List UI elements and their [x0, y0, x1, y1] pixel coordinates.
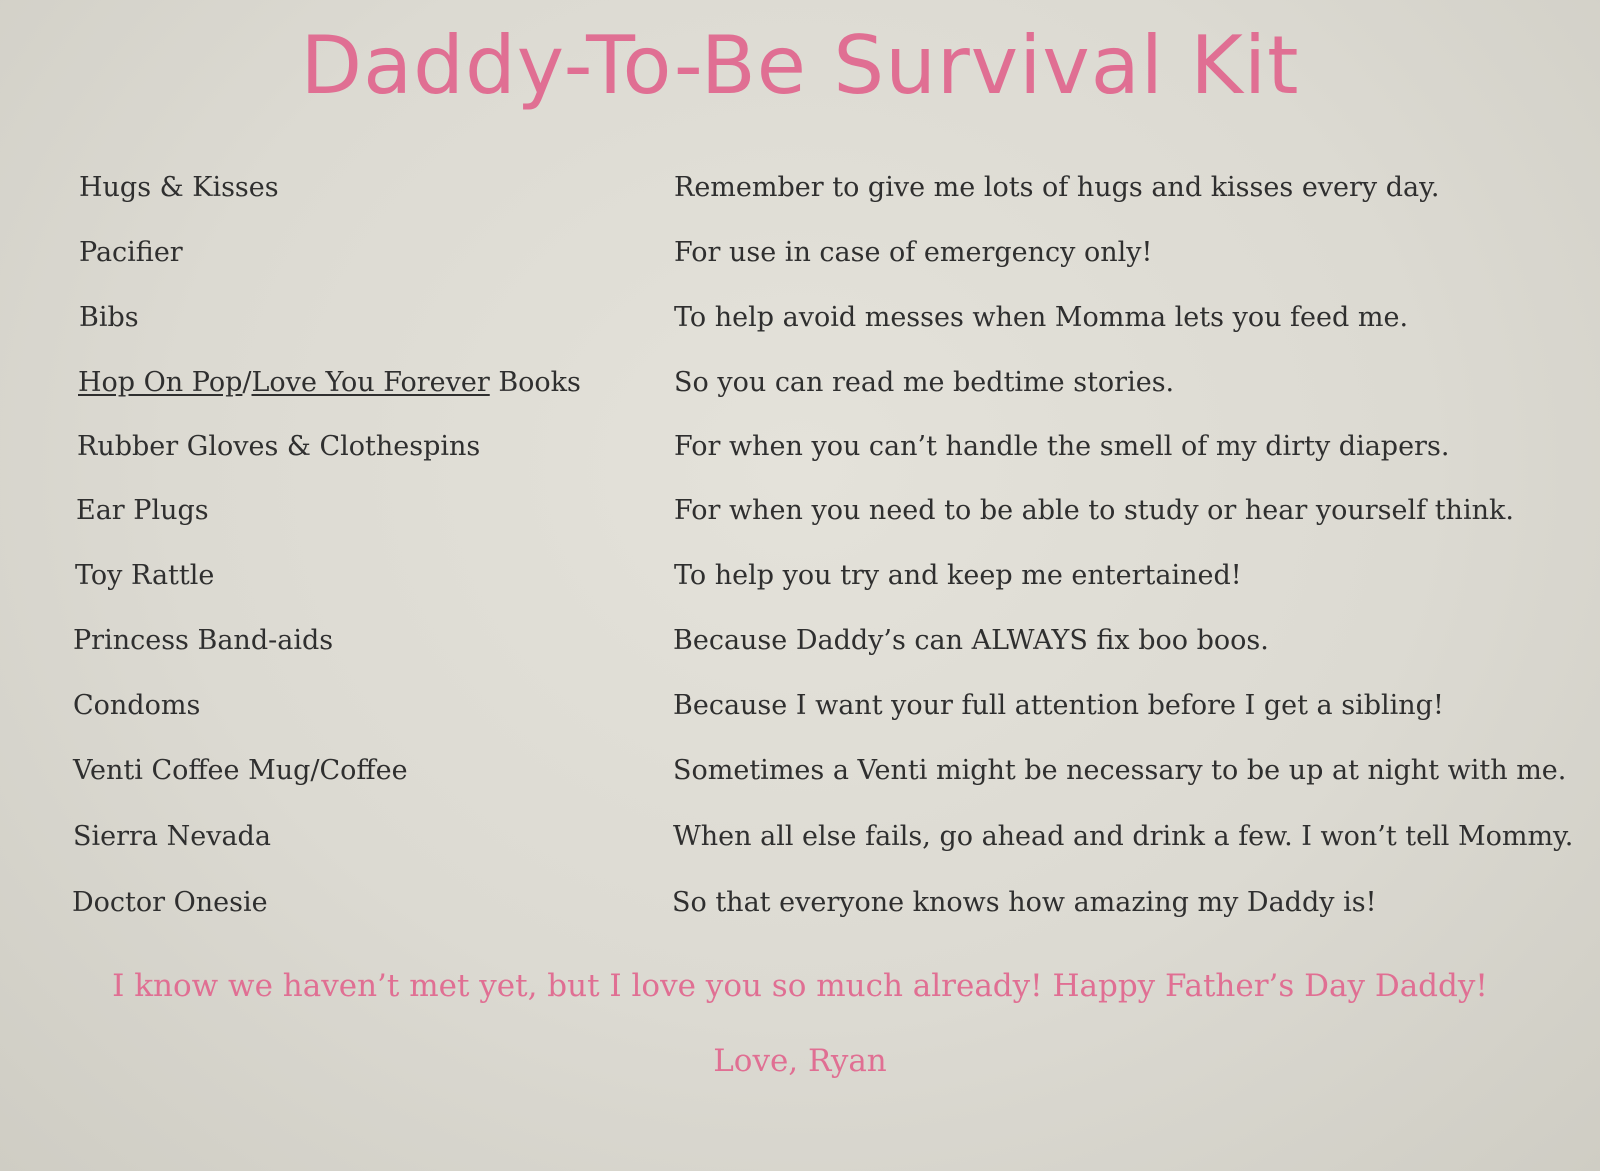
list-item [0, 491, 1600, 541]
item-description: So that everyone knows how amazing my Daddy is! [672, 887, 1377, 918]
item-name: Ear Plugs [76, 495, 209, 526]
item-name: Rubber Gloves & Clothespins [77, 431, 481, 462]
item-name: Pacifier [79, 237, 183, 268]
item-name: Bibs [79, 302, 139, 333]
item-description: Because Daddy’s can ALWAYS fix boo boos. [673, 625, 1269, 656]
list-item [0, 298, 1600, 348]
item-description: Because I want your full attention before I get a sibling! [673, 690, 1444, 721]
book-title-hop-on-pop: Hop On Pop [78, 367, 243, 398]
item-name: Princess Band-aids [73, 625, 334, 656]
book-title-love-you-forever: Love You Forever [251, 367, 490, 398]
list-item [0, 556, 1600, 606]
list-item [0, 621, 1600, 671]
list-item [0, 817, 1600, 867]
list-item [0, 883, 1600, 933]
signature: Love, Ryan [713, 1043, 887, 1079]
list-item [0, 168, 1600, 218]
list-item [0, 686, 1600, 736]
item-name: Doctor Onesie [72, 887, 268, 918]
item-description: Remember to give me lots of hugs and kisses every day. [674, 172, 1440, 203]
item-name: Venti Coffee Mug/Coffee [73, 755, 408, 786]
item-description: So you can read me bedtime stories. [674, 367, 1175, 398]
item-description: Sometimes a Venti might be necessary to be up at night with me. [673, 755, 1567, 786]
item-name: Toy Rattle [75, 560, 215, 591]
item-name [78, 363, 581, 403]
list-item [0, 427, 1600, 477]
list-item [0, 233, 1600, 283]
item-description: When all else fails, go ahead and drink a few. I won’t tell Mommy. [673, 821, 1574, 852]
item-description: For when you need to be able to study or hear yourself think. [674, 495, 1514, 526]
item-description: For use in case of emergency only! [674, 237, 1153, 268]
list-item [0, 751, 1600, 801]
page-title: Daddy-To-Be Survival Kit [300, 19, 1300, 112]
closing-message: I know we haven’t met yet, but I love you so much already! Happy Father’s Day Daddy! [112, 968, 1488, 1004]
item-name: Hugs & Kisses [79, 172, 279, 203]
list-item [0, 363, 1600, 413]
item-description: For when you can’t handle the smell of my dirty diapers. [674, 431, 1450, 462]
item-name: Sierra Nevada [73, 821, 271, 852]
item-description: To help avoid messes when Momma lets you feed me. [674, 302, 1409, 333]
item-description: To help you try and keep me entertained! [674, 560, 1242, 591]
book-separator: / [242, 367, 252, 398]
item-name: Condoms [73, 690, 201, 721]
books-suffix: Books [489, 367, 581, 398]
